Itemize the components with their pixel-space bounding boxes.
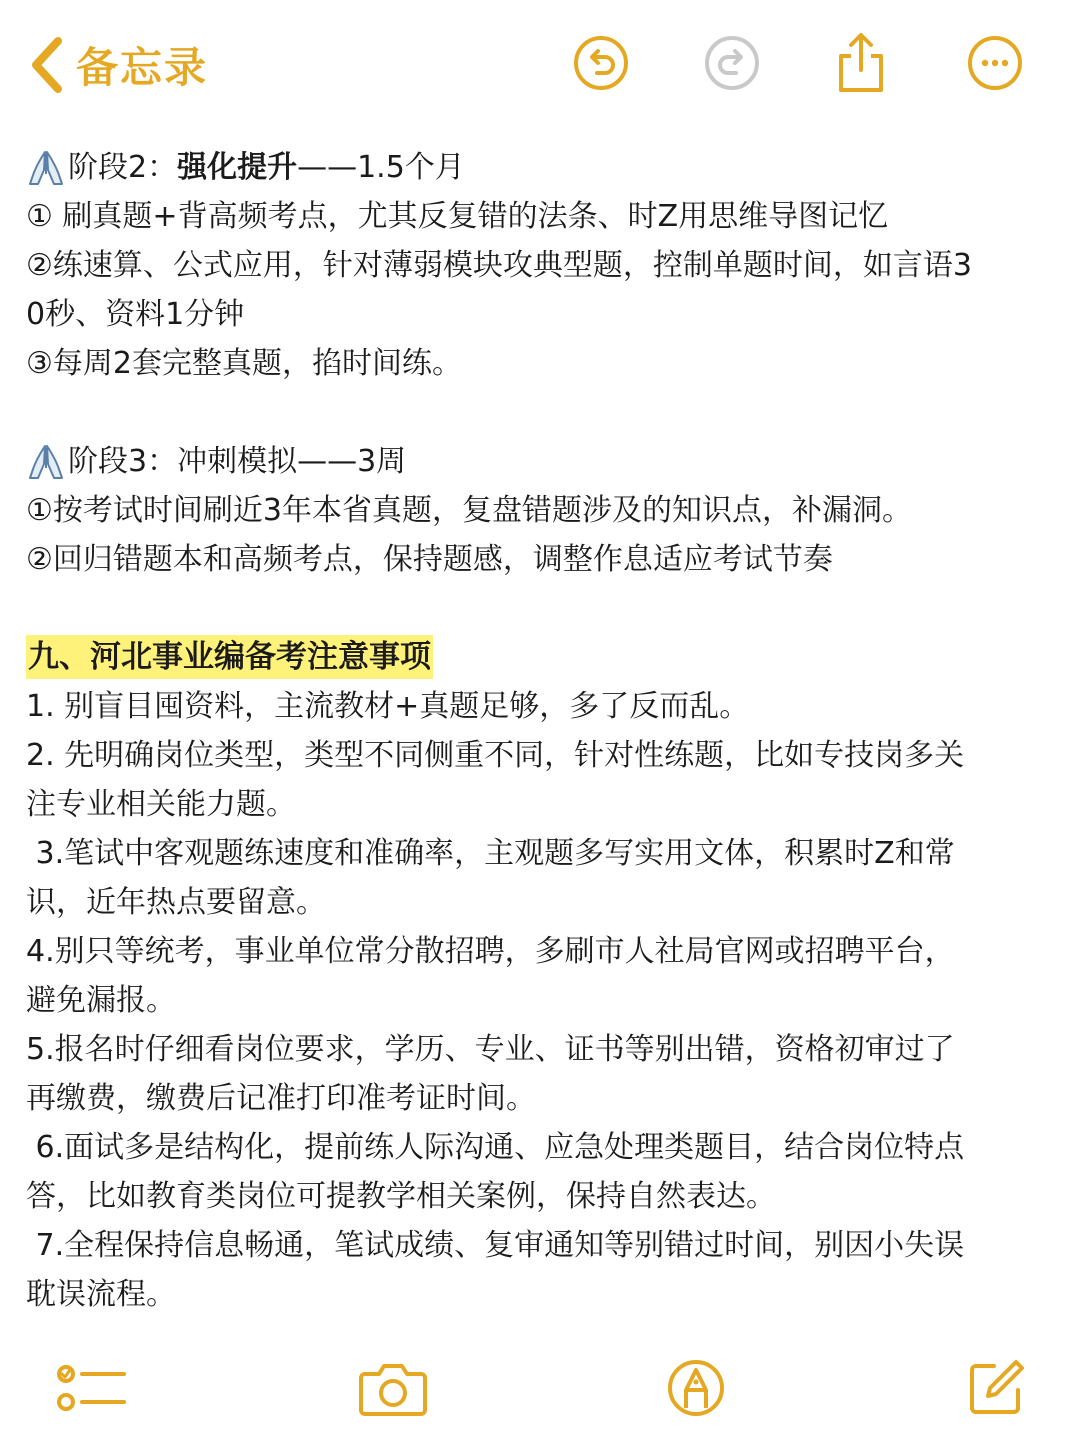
- note-body[interactable]: [26, 143, 1062, 1319]
- camera-icon: [357, 1358, 429, 1422]
- stage3-line-1: ①按考试时间刷近3年本省真题，复盘错题涉及的知识点，补漏洞。: [26, 493, 912, 528]
- chevron-left-icon: [26, 35, 66, 95]
- blank-line: [26, 584, 1062, 633]
- section9-line-11: 答，比如教育类岗位可提教学相关案例，保持自然表达。: [26, 1179, 776, 1214]
- undo-button[interactable]: [566, 30, 636, 100]
- stage3-title-text: 阶段3：冲刺模拟——3周: [68, 444, 407, 479]
- redo-icon: [702, 33, 762, 97]
- section9-line-2: 2. 先明确岗位类型，类型不同侧重不同，针对性练题，比如专技岗多关: [26, 738, 965, 773]
- section9-line-10: 6.面试多是结构化，提前练人际沟通、应急处理类题目，结合岗位特点: [26, 1130, 965, 1165]
- bottom-toolbar: [0, 1340, 1080, 1440]
- section9-line-8: 5.报名时仔细看岗位要求，学历、专业、证书等别出错，资格初审过了: [26, 1032, 955, 1067]
- more-button[interactable]: [960, 30, 1030, 100]
- section9-line-9: 再缴费，缴费后记准打印准考证时间。: [26, 1081, 536, 1116]
- stage2-title-prefix: 阶段2：: [68, 150, 178, 185]
- camera-button[interactable]: [353, 1350, 433, 1430]
- stage2-line-1: ① 刷真题+背高频考点，尤其反复错的法条、时Z用思维导图记忆: [26, 199, 889, 234]
- compose-icon: [964, 1356, 1028, 1424]
- stage2-title-suffix: ——1.5个月: [297, 150, 465, 185]
- section9-line-1: 1. 别盲目囤资料，主流教材+真题足够，多了反而乱。: [26, 689, 750, 724]
- checklist-icon: [54, 1358, 130, 1422]
- share-button[interactable]: [826, 30, 896, 100]
- stage2-title-bold: 强化提升: [177, 150, 298, 185]
- more-icon: [965, 33, 1025, 97]
- compose-button[interactable]: [956, 1350, 1036, 1430]
- stage2-title: [26, 143, 1062, 192]
- back-button[interactable]: [26, 30, 208, 100]
- checklist-button[interactable]: [52, 1350, 132, 1430]
- section9-line-3: 注专业相关能力题。: [26, 787, 296, 822]
- back-label: 备忘录: [76, 43, 209, 92]
- stage2-line-3: 0秒、资料1分钟: [26, 297, 245, 332]
- section9-line-5: 识，近年热点要留意。: [26, 885, 326, 920]
- section9-line-6: 4.别只等统考，事业单位常分散招聘，多刷市人社局官网或招聘平台，: [26, 934, 955, 969]
- section9-heading-row: [26, 633, 1062, 682]
- section9-heading: 九、河北事业编备考注意事项: [26, 635, 433, 679]
- section9-line-13: 耽误流程。: [26, 1277, 176, 1312]
- section9-line-7: 避免漏报。: [26, 983, 176, 1018]
- markup-button[interactable]: [656, 1350, 736, 1430]
- stage2-line-2: ②练速算、公式应用，针对薄弱模块攻典型题，控制单题时间，如言语3: [26, 248, 972, 283]
- markup-pen-icon: [664, 1356, 728, 1424]
- praying-hands-icon: [26, 442, 66, 482]
- blank-line: [26, 388, 1062, 437]
- section9-line-4: 3.笔试中客观题练速度和准确率，主观题多写实用文体，积累时Z和常: [26, 836, 955, 871]
- top-toolbar: [0, 0, 1080, 130]
- stage3-line-2: ②回归错题本和高频考点，保持题感，调整作息适应考试节奏: [26, 542, 833, 577]
- share-icon: [831, 30, 891, 100]
- stage2-line-4: ③每周2套完整真题，掐时间练。: [26, 346, 462, 381]
- stage3-title: [26, 437, 1062, 486]
- undo-icon: [571, 33, 631, 97]
- redo-button[interactable]: [697, 30, 767, 100]
- section9-line-12: 7.全程保持信息畅通，笔试成绩、复审通知等别错过时间，别因小失误: [26, 1228, 965, 1263]
- praying-hands-icon: [26, 148, 66, 188]
